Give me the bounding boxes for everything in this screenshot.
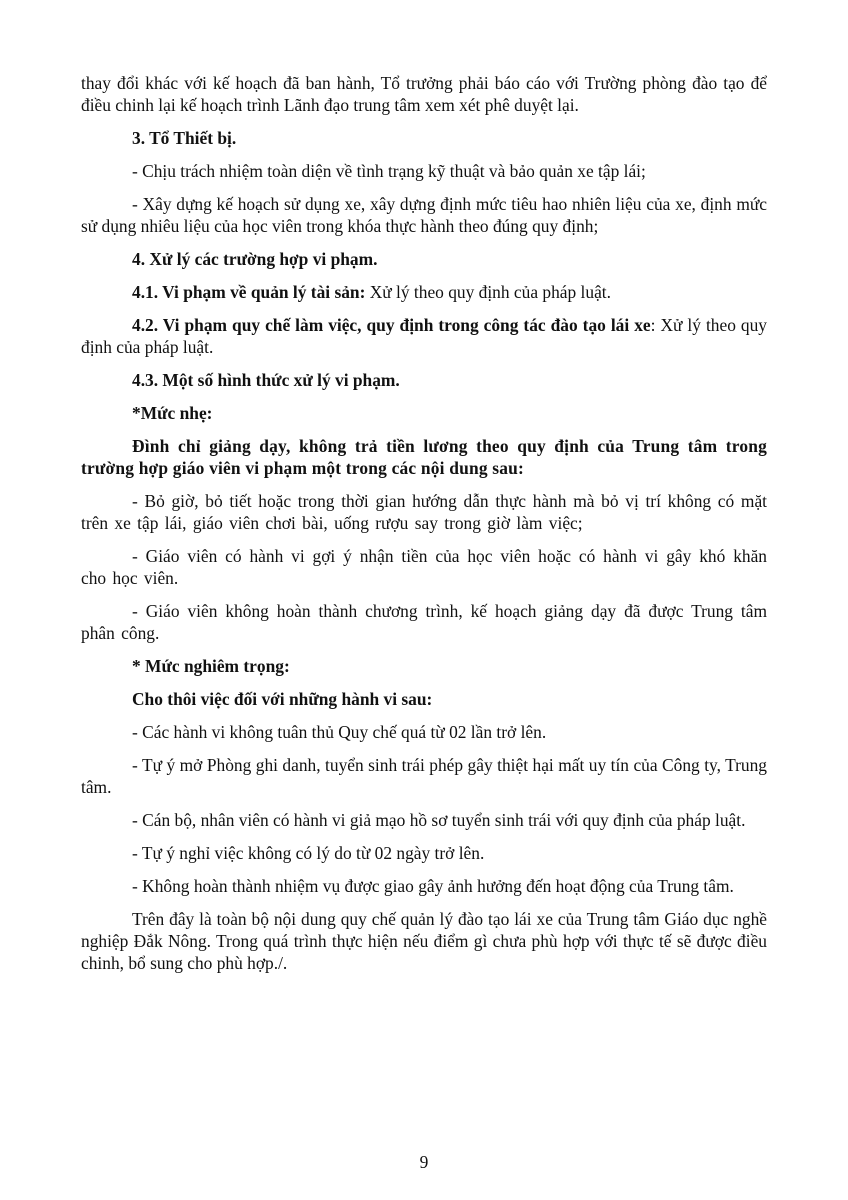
subsection-4-2 [81,314,767,358]
subsection-4-1 [81,281,767,303]
list-item: - Xây dựng kế hoạch sử dụng xe, xây dựng định mức tiêu hao nhiên liệu của xe, định mức sử dụng nhiêu liệu của học viên trong khóa thực hành theo đúng quy định; [81,194,767,236]
closing-paragraph: Trên đây là toàn bộ nội dung quy chế quản lý đào tạo lái xe của Trung tâm Giáo dục nghề nghiệp Đắk Nông. Trong quá trình thực hiện nếu điểm gì chưa phù hợp với thực tế sẽ được điều chinh, bổ sung cho phù hợp./. [81,909,767,973]
section-heading-3: 3. Tổ Thiết bị. [132,128,237,148]
page-number: 9 [419,1152,429,1172]
list-item: - Giáo viên có hành vi gợi ý nhận tiền của học viên hoặc có hành vi gây khó khăn cho học viên. [81,546,767,588]
subsection-4-2-text: : Xử lý theo quy định của pháp luật. [81,315,767,357]
dismissal-statement: Cho thôi việc đối với những hành vi sau: [132,689,433,709]
minor-violation-heading: *Mức nhẹ: [132,403,213,423]
subsection-4-1-title: 4.1. Vi phạm về quản lý tài sản: [132,282,366,302]
document-page [81,72,767,974]
subsection-4-2-title: 4.2. Vi phạm quy chế làm việc, quy định trong công tác đào tạo lái xe [132,315,651,335]
list-item: - Các hành vi không tuân thủ Quy chế quá từ 02 lần trở lên. [132,722,547,742]
suspension-statement: Đình chỉ giảng dạy, không trả tiền lương theo quy định của Trung tâm trong trường hợp giáo viên vi phạm một trong các nội dung sau: [81,436,767,478]
serious-violation-heading: * Mức nghiêm trọng: [132,656,290,676]
list-item: - Không hoàn thành nhiệm vụ được giao gây ảnh hưởng đến hoạt động của Trung tâm. [132,876,734,896]
list-item: - Cán bộ, nhân viên có hành vi giả mạo hồ sơ tuyển sinh trái với quy định của pháp luật. [132,810,746,830]
subsection-4-1-text: Xử lý theo quy định của pháp luật. [365,282,611,302]
list-item: - Giáo viên không hoàn thành chương trình, kế hoạch giảng dạy đã được Trung tâm phân công. [81,601,767,643]
paragraph-continuation: thay đổi khác với kế hoạch đã ban hành, Tổ trưởng phải báo cáo với Trường phòng đào tạo để điều chinh lại kế hoạch trình Lãnh đạo trung tâm xem xét phê duyệt lại. [81,73,767,115]
list-item: - Bỏ giờ, bỏ tiết hoặc trong thời gian hướng dẫn thực hành mà bỏ vị trí không có mặt trên xe tập lái, giáo viên chơi bài, uống rượu say trong giờ làm việc; [81,491,767,533]
list-item: - Tự ý nghỉ việc không có lý do từ 02 ngày trở lên. [132,843,485,863]
list-item: - Chịu trách nhiệm toàn diện về tình trạng kỹ thuật và bảo quản xe tập lái; [132,161,646,181]
section-heading-4: 4. Xử lý các trường hợp vi phạm. [132,249,378,269]
list-item: - Tự ý mở Phòng ghi danh, tuyển sinh trái phép gây thiệt hại mất uy tín của Công ty, Trung tâm. [81,755,767,797]
subsection-4-3-title: 4.3. Một số hình thức xử lý vi phạm. [132,370,400,390]
